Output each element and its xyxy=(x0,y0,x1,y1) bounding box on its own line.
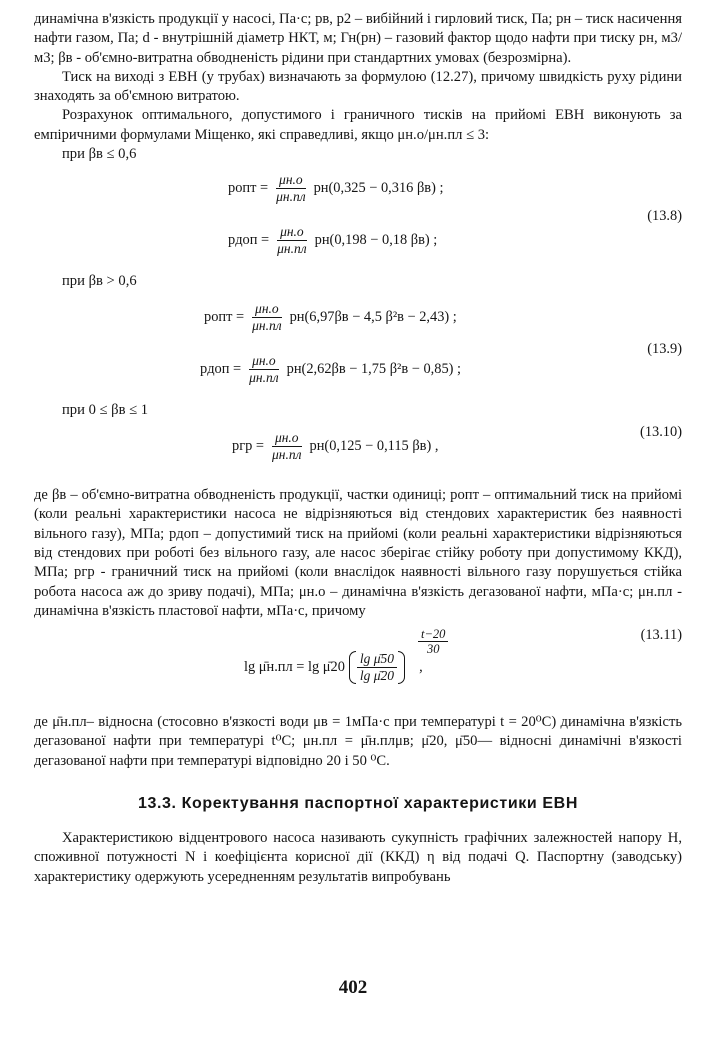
viscosity-ratio-fraction: $\frac{\mu н.о}{\mu н.пл}$ xyxy=(252,301,282,334)
viscosity-ratio-fraction: $\frac{\mu н.о}{\mu н.пл}$ xyxy=(249,353,279,386)
condition-2: при βв > 0,6 xyxy=(62,273,137,290)
equation-p-opt-2: pопт = $\frac{\mu н.о}{\mu н.пл}$ pн(6,97βв − 4,5 β²в − 2,43) ; xyxy=(204,301,457,334)
page-number: 402 xyxy=(338,977,368,998)
document-page xyxy=(34,10,682,887)
paragraph-pressure-definitions: де βв – об'ємно-витратна обводненість продукції, частки одиниці; pопт – оптимальний тиск на прийомі (коли реальні характеристики насоса не відрізняються від стендових характеристик без наявності вільного газу), МПа; pдоп – допустимий тиск на прийомі (коли реальні характеристики відрізняються від стендових при роботі без вільного газу, але насос зберігає стійку роботу при допустимому ККД), МПа; pгр - граничний тиск на прийомі (коли внаслідок наявності вільного газу порушується стійка робота насоса аж до зриву подачі), МПа; μн.о – динамічна в'язкість дегазованої нафти, мПа·с; μн.пл - динамічна в'язкість пластової нафти, мПа·с, причому xyxy=(34,487,682,619)
equation-number: (13.11) xyxy=(640,627,682,644)
viscosity-ratio-fraction: $\frac{\mu н.о}{\mu н.пл}$ xyxy=(277,224,307,257)
paragraph-relative-viscosity: де μ̄н.пл– відносна (стосовно в'язкості води μв = 1мПа·с при температурі t = 20⁰С) динамічна в'язкість дегазованої нафти при температурі t⁰С; μн.пл = μ̄н.плμв; μ̄20, μ̄50— відносні динамічні в'язкості дегазованої нафти при температурі відповідно 20 і 50 ⁰С. xyxy=(34,714,682,769)
paragraph-pump-characteristic: Характеристикою відцентрового насоса називають сукупність графічних залежностей напору H, споживної потужності N і коефіцієнта корисної дії (ККД) η від подачі Q. Паспортну (заводську) характеристику одержують усередненням результатів випробувань xyxy=(34,830,682,885)
equation-number: (13.9) xyxy=(647,341,682,358)
condition-3: при 0 ≤ βв ≤ 1 xyxy=(62,402,149,419)
equation-p-gr: pгр = $\frac{\mu н.о}{\mu н.пл}$ pн(0,125 − 0,115 βв) , xyxy=(232,430,439,463)
paragraph-mishchenko-intro: Розрахунок оптимального, допустимого і граничного тисків на прийомі ЕВН виконують за емпіричними формулами Міщенко, які справедливі, якщо μн.о/μн.пл ≤ 3: xyxy=(34,107,682,143)
viscosity-ratio-fraction: $\frac{\mu н.о}{\mu н.пл}$ xyxy=(272,430,302,463)
equation-relative-viscosity: lg μ̄н.пл = lg μ̄20 $\frac{\text{lg μ̄50}}{\text{lg μ̄20}}$ , xyxy=(244,651,423,684)
equation-number: (13.8) xyxy=(647,208,682,225)
parenthesized-fraction: $\frac{\text{lg μ̄50}}{\text{lg μ̄20}}$ xyxy=(349,651,405,684)
paragraph-variable-definitions: динамічна в'язкість продукції у насосі, Па·с; pв, p2 – вибійний і гирловий тиск, Па; pн – тиск насичення нафти газом, Па; d - внутрішній діаметр НКТ, м; Гн(pн) – газовий фактор щодо нафти при тиску pн, м3/м3; βв - об'ємно-витратна обводненість рідини при стандартних умовах (безрозмірна). xyxy=(34,11,682,66)
equation-number: (13.10) xyxy=(640,424,682,441)
equation-block-13-11 xyxy=(34,621,682,713)
equation-block-13-8 xyxy=(34,164,682,272)
section-heading: 13.3. Коректування паспортної характеристики ЕВН xyxy=(138,795,578,813)
viscosity-ratio-fraction: $\frac{\mu н.о}{\mu н.пл}$ xyxy=(276,172,306,205)
paragraph-outlet-pressure: Тиск на виході з ЕВН (у трубах) визначають за формулою (12.27), причому швидкість руху рідини знаходять за об'ємною витратою. xyxy=(34,68,682,105)
exponent-fraction: t−20 30 xyxy=(418,627,448,656)
equation-block-13-9 xyxy=(34,291,682,401)
equation-block-13-10 xyxy=(34,420,682,486)
condition-1: при βв ≤ 0,6 xyxy=(62,146,137,163)
equation-p-opt-1: pопт = $\frac{\mu н.о}{\mu н.пл}$ pн(0,325 − 0,316 βв) ; xyxy=(228,172,444,205)
equation-p-dop-1: pдоп = $\frac{\mu н.о}{\mu н.пл}$ pн(0,198 − 0,18 βв) ; xyxy=(228,224,438,257)
equation-p-dop-2: pдоп = $\frac{\mu н.о}{\mu н.пл}$ pн(2,62βв − 1,75 β²в − 0,85) ; xyxy=(200,353,462,386)
